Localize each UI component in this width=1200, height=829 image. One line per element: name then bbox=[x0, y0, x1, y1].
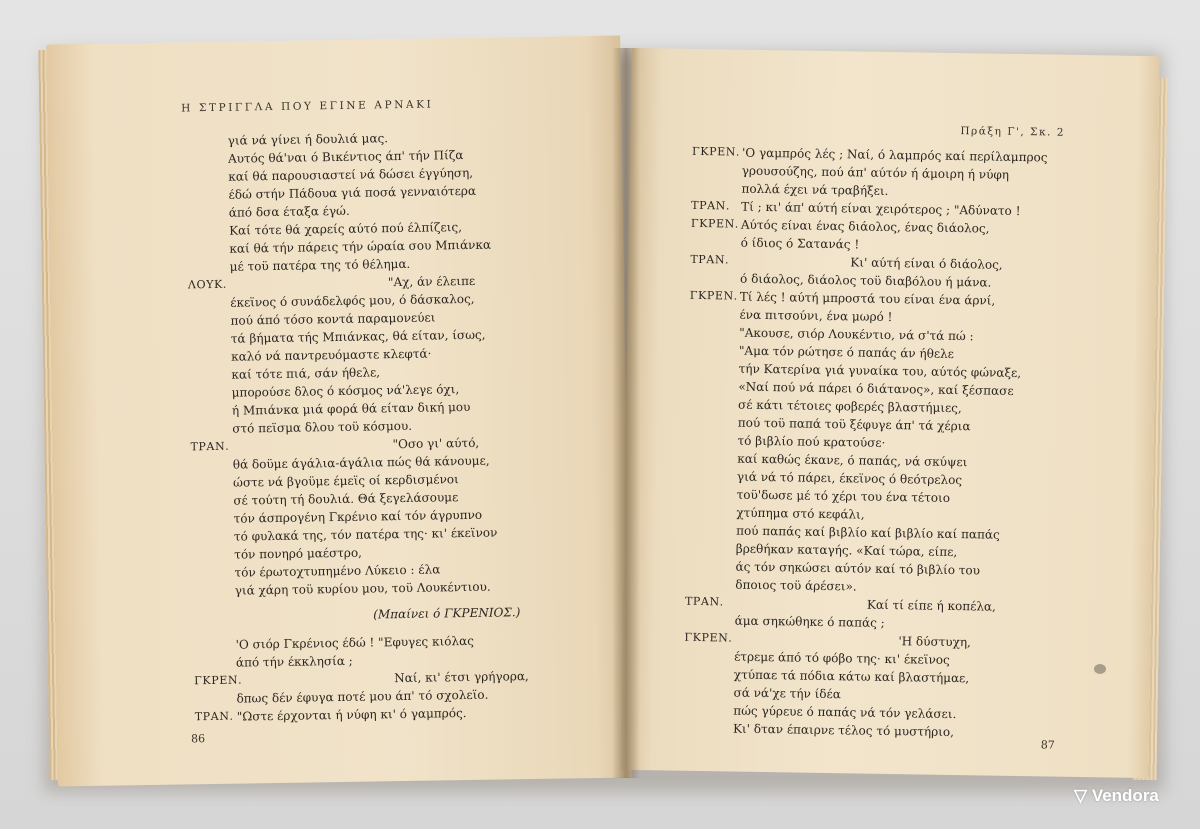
speaker-name: ΓΚΡΕΝ. bbox=[689, 288, 738, 303]
text-line: τόν πονηρό μαέστρο, bbox=[234, 545, 363, 562]
speaker-name: ΤΡΑΝ. bbox=[684, 594, 724, 609]
speaker-name: ΤΡΑΝ. bbox=[190, 439, 230, 454]
text-line: σέ τούτη τή δουλιά. Θά ξεγελάσουμε bbox=[233, 490, 459, 508]
text-line: καί καθώς έκανε, ό παπάς, νά σκύψει bbox=[737, 451, 968, 470]
text-line: "Οσο γι' αύτό, bbox=[392, 435, 480, 452]
text-line: γιά νά γίνει ή δουλιά μας. bbox=[227, 131, 389, 148]
vendora-logo-icon: ▽ bbox=[1074, 786, 1088, 805]
text-line: "Ακουσε, σιόρ Λουκέντιο, νά σ'τά πώ : bbox=[739, 325, 974, 344]
speaker-name: ΓΚΡΕΝ. bbox=[691, 144, 741, 159]
text-line: θά δοϋμε άγάλια-άγάλια πώς θά κάνουμε, bbox=[232, 453, 490, 472]
text-line: τήν Κατερίνα γιά γυναίκα του, αύτός φώναξε, bbox=[738, 361, 1022, 381]
left-page-number: 86 bbox=[191, 732, 206, 746]
text-line: καί θά τήν πάρεις τήν ώραία σου Μπιάνκα bbox=[229, 237, 492, 256]
left-page bbox=[46, 36, 632, 787]
text-line: Καί τότε θά χαρείς αύτό πού έλπίζεις, bbox=[229, 220, 463, 238]
text-line: γρουσούζης, πού άπ' αύτόν ή άμοιρη ή νύφη bbox=[741, 163, 1010, 182]
text-line: γιά χάρη τοϋ κυρίου μου, τοϋ Λουκέντιου. bbox=[234, 579, 491, 598]
text-line: καί θά παρουσιαστεί νά δώσει έγγύηση, bbox=[228, 165, 474, 184]
speaker-name: ΤΡΑΝ. bbox=[691, 198, 731, 213]
paper-stain bbox=[1094, 664, 1106, 674]
text-line: Τί λές ! αύτή μπροστά του είναι ένα άρνί, bbox=[739, 289, 996, 308]
text-line: γιά νά τό πάρει, έκεϊνος ό θεότρελος bbox=[736, 469, 963, 488]
text-line: σά νά'χε τήν ίδέα bbox=[733, 685, 841, 702]
text-line: έτρεμε άπό τό φόβο της· κι' έκεϊνος bbox=[734, 649, 950, 667]
text-line: έκεϊνος ό συνάδελφός μου, ό δάσκαλος, bbox=[230, 291, 475, 310]
text-line: στό πεϊσμα δλου τοϋ κόσμου. bbox=[232, 418, 413, 436]
speaker-name: ΤΡΑΝ. bbox=[194, 709, 234, 724]
text-line: τοϋ'δωσε μέ τό χέρι του ένα τέτοιο bbox=[736, 487, 951, 505]
right-page bbox=[620, 48, 1159, 778]
text-line: τόν άσπρογένη Γκρένιο καί τόν άγρυπνο bbox=[233, 507, 483, 526]
text-line: 'Ο σιόρ Γκρένιος έδώ ! "Εφυγες κιόλας bbox=[235, 633, 474, 652]
text-line: "Ωστε έρχονται ή νύφη κι' ό γαμπρός. bbox=[236, 706, 467, 724]
text-line: πώς γύρευε ό παπάς νά τόν γελάσει. bbox=[733, 703, 957, 722]
text-line: άς τόν σηκώσει αύτόν καί τό βιβλίο του bbox=[735, 559, 981, 578]
text-line: χτύπημα στό κεφάλι, bbox=[736, 505, 865, 522]
text-line: ένα πιτσούνι, ένα μωρό ! bbox=[739, 307, 893, 325]
text-line: έδώ στήν Πάδουα γιά ποσά γενναιότερα bbox=[228, 183, 477, 202]
left-running-head: Η ΣΤΡΙΓΓΛΑ ΠΟΥ ΕΓΙΝΕ ΑΡΝΑΚΙ bbox=[181, 98, 434, 115]
text-line: ή Μπιάνκα μιά φορά θά είταν δική μου bbox=[231, 399, 471, 418]
speaker-name: ΤΡΑΝ. bbox=[690, 252, 730, 267]
text-line: τό φυλακά της, τόν πατέρα της· κι' έκεϊνον bbox=[233, 525, 498, 544]
text-line: 'Ο γαμπρός λές ; Ναί, ό λαμπρός καί περίλαμπρος bbox=[741, 145, 1048, 165]
text-line: "Αχ, άν έλειπε bbox=[387, 273, 476, 290]
book-gutter bbox=[612, 48, 640, 778]
text-line: μέ τοϋ πατέρα της τό θέλημα. bbox=[229, 256, 411, 274]
text-line: τό βιβλίο πού κρατούσε· bbox=[737, 433, 886, 450]
text-line: ό διάολος, διάολος τοϋ διαβόλου ή μάνα. bbox=[739, 271, 992, 290]
text-line: ώστε νά βγοϋμε έμεϊς οί κερδισμένοι bbox=[233, 472, 459, 490]
text-line: ό ίδιος ό Σατανάς ! bbox=[740, 235, 860, 252]
text-line: Αύτός είναι ένας διάολος, ένας διάολος, bbox=[740, 217, 990, 236]
text-line: πού τοϋ παπά τοϋ ξέφυγε άπ' τά χέρια bbox=[737, 415, 971, 434]
text-line: άπό δσα έταξα έγώ. bbox=[228, 203, 350, 220]
text-line: τόν έρωτοχτυπημένο Λύκειο : έλα bbox=[234, 562, 441, 580]
text-line: σέ κάτι τέτοιες φοβερές βλαστήμιες, bbox=[738, 397, 962, 416]
text-line: καί τότε πιά, σάν ήθελε, bbox=[231, 365, 381, 382]
text-line: τά βήματα τής Μπιάνκας, θά είταν, ίσως, bbox=[230, 327, 486, 346]
text-line: Κι' δταν έπαιρνε τέλος τό μυστήριο, bbox=[732, 721, 955, 740]
text-line: καλό νά παντρευόμαστε κλεφτά· bbox=[231, 346, 432, 364]
right-running-head: Πράξη Γ', Σκ. 2 bbox=[960, 125, 1066, 139]
text-line: πού παπάς καί βιβλίο καί βιβλίο καί παπάς bbox=[736, 523, 1000, 542]
text-line: μπορούσε δλος ό κόσμος νά'λεγε όχι, bbox=[231, 382, 460, 400]
text-line: δπως δέν έφυγα ποτέ μου άπ' τό σχολεϊο. bbox=[236, 687, 489, 706]
right-page-number: 87 bbox=[1040, 738, 1055, 752]
text-line: άμα σηκώθηκε ό παπάς ; bbox=[734, 613, 885, 630]
text-line: "Αμα τόν ρώτησε ό παπάς άν ήθελε bbox=[738, 343, 955, 361]
text-line: δποιος τοϋ άρέσει». bbox=[735, 577, 857, 594]
speaker-name: ΛΟΥΚ. bbox=[187, 277, 228, 292]
text-line: 'Η δύστυχη, bbox=[898, 634, 972, 650]
watermark-text: Vendora bbox=[1091, 786, 1159, 805]
text-line: Καί τί είπε ή κοπέλα, bbox=[866, 597, 997, 614]
text-line: Κι' αύτή είναι ό διάολος, bbox=[850, 255, 1003, 272]
speaker-name: ΓΚΡΕΝ. bbox=[690, 216, 740, 231]
text-line: «Ναί πού νά πάρει ό διάτανος», καί ξέσπασε bbox=[738, 379, 1014, 398]
text-line: χτύπαε τά πόδια κάτω καί βλαστήμαε, bbox=[733, 667, 970, 686]
vendora-watermark bbox=[1074, 786, 1159, 806]
speaker-name: ΓΚΡΕΝ. bbox=[194, 673, 243, 688]
text-line: πολλά έχει νά τραβήξει. bbox=[741, 181, 889, 198]
speaker-name: ΓΚΡΕΝ. bbox=[684, 630, 733, 645]
text-line: πού άπό τόσο κοντά παραμονεύει bbox=[230, 310, 436, 328]
text-line: άπό τήν έκκλησία ; bbox=[235, 653, 353, 670]
text-line: Αυτός θά'ναι ό Βικέντιος άπ' τήν Πίζα bbox=[227, 148, 464, 166]
text-line: βρεθήκαν καταγής. «Καί τώρα, είπε, bbox=[735, 541, 958, 560]
text-line: Τί ; κι' άπ' αύτή είναι χειρότερος ; "Αδύνατο ! bbox=[741, 199, 1021, 219]
stage-direction: (Μπαίνει ό ΓΚΡΕΝΙΟΣ.) bbox=[373, 605, 521, 622]
text-line: Ναί, κι' έτσι γρήγορα, bbox=[394, 669, 529, 686]
